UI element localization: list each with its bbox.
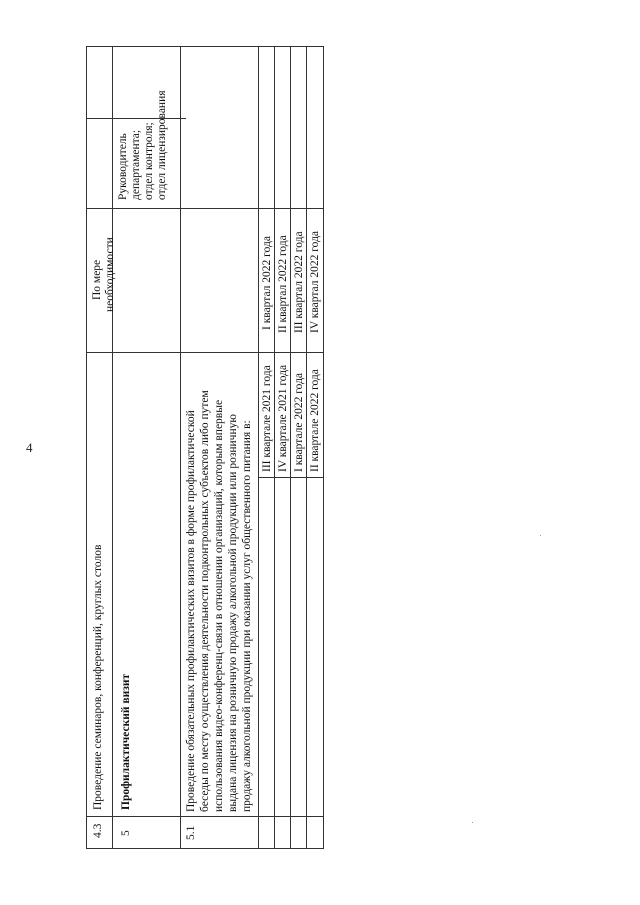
responsible-line: Руководитель — [117, 133, 129, 200]
row-text-line: выдана лицензия на розничную продажу алкогольной продукции или розничную — [227, 414, 239, 812]
row-number: 4.3 — [92, 823, 104, 838]
row-divider — [180, 46, 181, 849]
col-divider — [86, 352, 324, 353]
period-quarter: II квартале 2022 года — [309, 369, 321, 472]
period-quarter: I квартале 2022 года — [293, 372, 305, 472]
deadline-line: По мере — [91, 259, 103, 300]
scan-speck — [472, 822, 473, 823]
responsible-line: отдел лицензирования — [156, 90, 168, 200]
row-text: Проведение семинаров, конференций, круглых столов — [92, 544, 104, 810]
row-divider — [258, 46, 259, 849]
row-text-line: использования видео-конференц-связи в отношении организаций, которым впервые — [213, 399, 225, 812]
period-deadline: I квартал 2022 года — [261, 236, 273, 330]
responsible-line: департамента; — [130, 129, 142, 200]
period-quarter: IV квартале 2021 года — [277, 364, 289, 472]
row-divider — [112, 46, 113, 849]
row-number: 5.1 — [185, 825, 197, 840]
row-number: 5 — [120, 830, 132, 836]
row-divider — [306, 46, 307, 849]
row-divider — [290, 46, 291, 849]
deadline-line: необходимости — [104, 237, 116, 312]
period-deadline: II квартал 2022 года — [277, 235, 289, 333]
scan-speck — [540, 535, 541, 536]
responsible-line: отдел контроля; — [143, 122, 155, 200]
row-divider — [274, 46, 275, 849]
period-deadline: III квартал 2022 года — [293, 231, 305, 333]
period-quarter: III квартале 2021 года — [261, 365, 273, 472]
col-divider — [86, 208, 324, 209]
row-text-line: Проведение обязательных профилактических визитов в форме профилактической — [185, 410, 197, 812]
col-divider — [258, 477, 324, 478]
col-divider — [86, 118, 186, 119]
page-number: 4 — [26, 440, 33, 455]
period-deadline: IV квартал 2022 года — [309, 230, 321, 333]
col-divider — [86, 816, 324, 817]
row-text-line: беседы по месту осуществления деятельности подконтрольных субъектов либо путем — [199, 390, 211, 812]
section-heading: Профилактический визит — [120, 673, 132, 810]
row-text-line: продажу алкогольной продукции при оказании услуг общественного питания в: — [241, 420, 253, 812]
